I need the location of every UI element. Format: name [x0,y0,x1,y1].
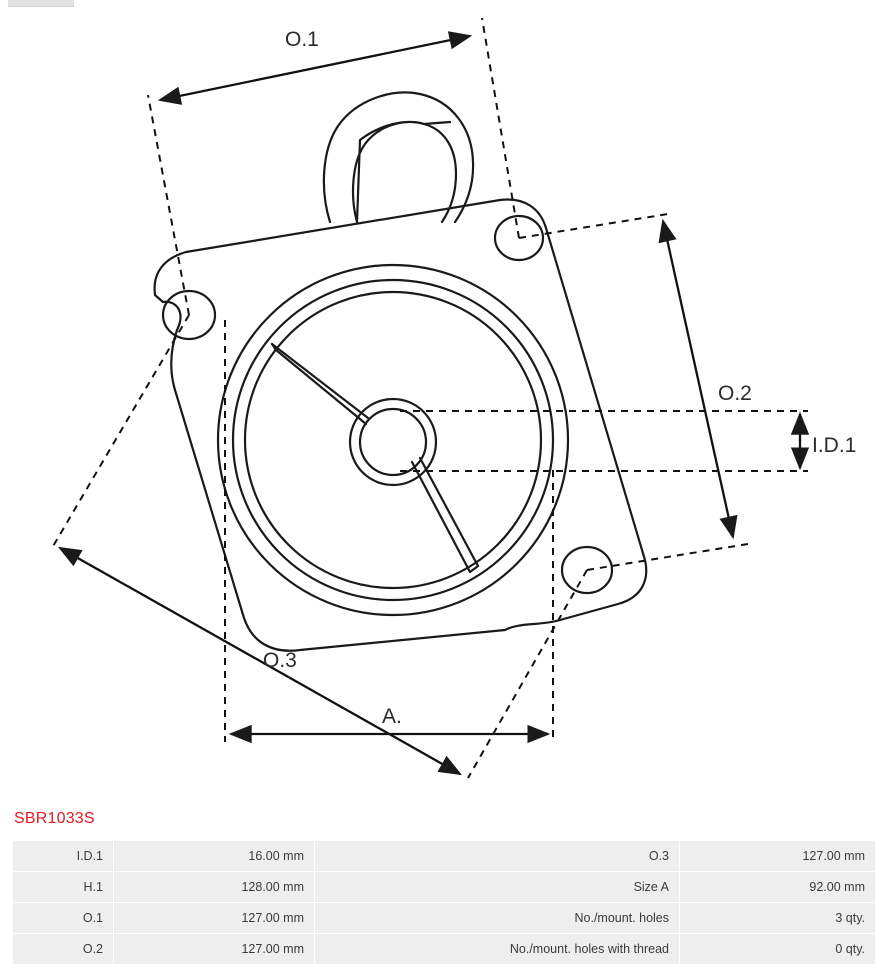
center-bore [350,399,436,485]
table-row [13,841,876,872]
spec-value-threaded-holes: 0 qty. [680,934,876,965]
spec-key-o1: O.1 [13,903,114,934]
spec-key-o2: O.2 [13,934,114,965]
spec-value-o3: 127.00 mm [680,841,876,872]
dimension-label-o2: O.2 [718,382,752,405]
dimension-label-o3: O.3 [263,649,297,672]
spec-key-threaded-holes: No./mount. holes with thread [315,934,680,965]
specifications-table [12,840,876,965]
table-row [13,872,876,903]
dimension-a [225,320,553,742]
machined-face-circles [218,265,568,615]
spec-value-o1: 127.00 mm [114,903,315,934]
dimension-o2-arrow [663,221,733,537]
casting-ribs [272,344,478,572]
spec-key-size-a: Size A [315,872,680,903]
dimension-o3-arrow [60,548,460,774]
dimension-label-a: A. [382,705,402,728]
mounting-holes [163,216,612,593]
spec-key-id1: I.D.1 [13,841,114,872]
dimension-o2 [519,214,748,570]
spec-value-h1: 128.00 mm [114,872,315,903]
table-row [13,903,876,934]
housing-body-outline [155,200,647,651]
spec-value-mount-holes: 3 qty. [680,903,876,934]
spec-key-h1: H.1 [13,872,114,903]
spec-value-o2: 127.00 mm [114,934,315,965]
table-row [13,934,876,965]
dimension-label-o1: O.1 [285,28,319,51]
spec-key-o3: O.3 [315,841,680,872]
spec-value-id1: 16.00 mm [114,841,315,872]
top-loop [324,92,473,222]
dimension-o1 [148,18,519,315]
spec-value-size-a: 92.00 mm [680,872,876,903]
dimension-label-id1: I.D.1 [812,434,857,457]
part-number: SBR1033S [14,810,95,827]
spec-key-mount-holes: No./mount. holes [315,903,680,934]
